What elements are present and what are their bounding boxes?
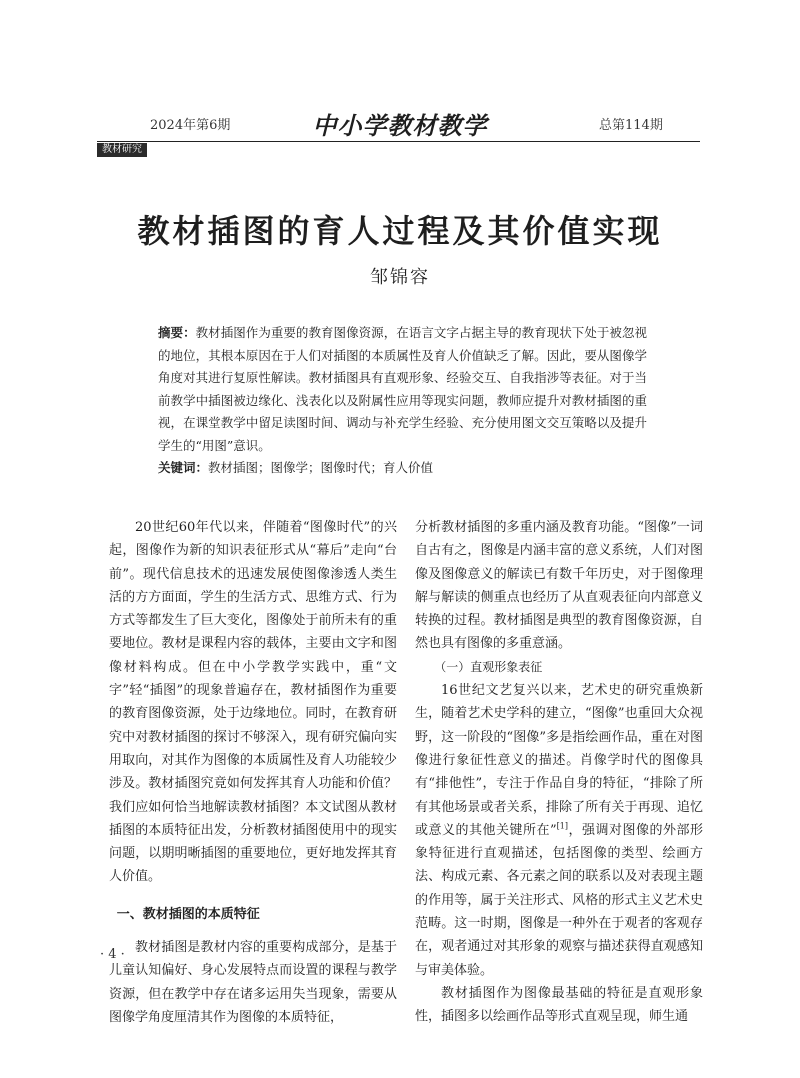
paragraph: 教材插图是教材内容的重要构成部分，是基于儿童认知偏好、身心发展特点而设置的课程与教学资源，但在教学中存在诸多运用失当现象，需要从图像学角度厘清其作为图像的本质特征， [109,940,397,1025]
page-number: · 4 · [100,947,125,962]
left-column [109,516,397,1029]
keywords-line [158,457,647,480]
paragraph: 分析教材插图的多重内涵及教育功能。“图像”一词自古有之，图像是内涵丰富的意义系统，人们对图像及图像意义的解读已有数千年历史，对于图像理解与解读的侧重点也经历了从直观表征向内部意义转换的过程。教材插图是典型的教育图像资源，自然也具有图像的多重意涵。 [415,520,703,652]
issue-number: 2024年第6期 [150,118,231,133]
keywords-text: 教材插图；图像学；图像时代；育人价值 [208,460,434,475]
paragraph: 20世纪60年代以来，伴随着“图像时代”的兴起，图像作为新的知识表征形式从“幕后”走向“台前”。现代信息技术的迅速发展使图像渗透人类生活的方方面面，学生的生活方式、思维方式、行为方式等都发生了巨大变化，图像处于前所未有的重要地位。教材是课程内容的载体，主要由文字和图像材料构成。但在中小学教学实践中，重“文字”轻“插图”的现象普遍存在，教材插图作为重要的教育图像资源，处于边缘地位。同时，在教育研究中对教材插图的探讨不够深入，现有研究偏向实用取向，对其作为图像的本质属性及育人功能较少涉及。教材插图究竟如何发挥其育人功能和价值？我们应如何恰当地解读教材插图？本文试图从教材插图的本质特征出发，分析教材插图使用中的现实问题，以期明晰插图的重要地位，更好地发挥其育人价值。 [109,520,397,885]
article-title: 教材插图的育人过程及其价值实现 [137,212,663,250]
journal-name: 中小学教材教学 [312,111,488,140]
paragraph: 教材插图作为图像最基础的特征是直观形象性，插图多以绘画作品等形式直观呈现，师生通 [415,985,703,1025]
abstract-block [158,322,647,480]
right-column [415,516,703,1029]
paragraph [415,679,703,982]
subsection-heading: （一）直观形象表征 [434,659,543,674]
paragraph-text: ，强调对图像的外部形象特征进行直观描述，包括图像的类型、绘画方法、构成元素、各元素之间的联系以及对表现主题的作用等，属于关注形式、风格的形式主义艺术史范畴。这一时期，图像是一种外在于观者的客观存在，观者通过对其形象的观察与描述获得直观感知与审美体验。 [415,822,703,978]
header-rule [97,141,700,142]
abstract-text: 教材插图作为重要的教育图像资源，在语言文字占据主导的教育现状下处于被忽视的地位，其根本原因在于人们对插图的本质属性及育人价值缺乏了解。因此，要从图像学角度对其进行复原性解读。教材插图具有直观形象、经验交互、自我指涉等表征。对于当前教学中插图被边缘化、浅表化以及附属性应用等现实问题，教师应提升对教材插图的重视，在课堂教学中留足读图时间、调动与补充学生经验、充分使用图文交互策略以及提升学生的“用图”意识。 [158,325,647,453]
article-author: 邹锦容 [370,267,430,288]
citation-mark: [1] [556,821,568,831]
section-heading: 一、教材插图的本质特征 [116,906,260,922]
abstract-label: 摘要： [158,325,196,340]
total-issue-number: 总第114期 [599,118,663,133]
paragraph-text: 16世纪文艺复兴以来，艺术史的研究重焕新生，随着艺术史学科的建立，“图像”也重回大众视野，这一阶段的“图像”多是指绘画作品，重在对图像进行象征性意义的描述。肖像学时代的图像具有“排他性”，专注于作品自身的特征，“排除了所有其他场景或者关系，排除了所有关于再现、追忆或意义的其他关键所在” [415,683,703,838]
keywords-label: 关键词： [158,460,209,475]
section-tag: 教材研究 [97,143,147,157]
